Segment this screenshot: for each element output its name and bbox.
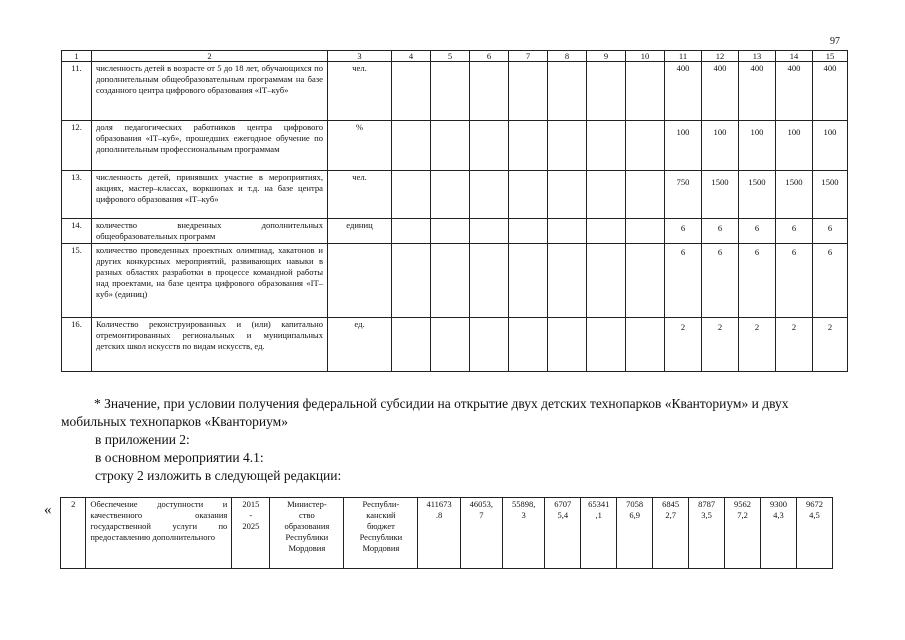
- table-row: [62, 121, 848, 171]
- row-number: 11.: [62, 62, 92, 121]
- table-header-row: [62, 51, 848, 62]
- value-cell: 6: [776, 219, 813, 244]
- table-row: [62, 318, 848, 372]
- unit-cell: единиц: [328, 219, 392, 244]
- indicator-description: численность детей в возрасте от 5 до 18 лет, обучающихся по дополнительным общеобразовательным программам на базе созданного центра цифрового образования «IT–куб»: [92, 62, 328, 121]
- indicator-description: доля педагогических работников центра цифрового образования «IT–куб», прошедших ежегодное обучение по дополнительным профессиональным программам: [92, 121, 328, 171]
- table-row: [61, 498, 833, 569]
- unit-cell: [328, 244, 392, 318]
- value-cell: 2: [776, 318, 813, 372]
- header-cell: 6: [470, 51, 509, 62]
- value-cell: 100: [739, 121, 776, 171]
- indicator-description: количество проведенных проектных олимпиад, хакатонов и других конкурсных мероприятий, развивающих навыки в разных областях разработки в процессе командной работы над проектами, на базе центра цифрового образования «IT–куб» (единиц): [92, 244, 328, 318]
- header-cell: 12: [702, 51, 739, 62]
- header-cell: 14: [776, 51, 813, 62]
- value-cell: 2: [813, 318, 848, 372]
- amount-cell: 65341 ,1: [581, 498, 617, 569]
- amount-cell: 6707 5,4: [545, 498, 581, 569]
- header-cell: 13: [739, 51, 776, 62]
- value-cell: 6: [702, 219, 739, 244]
- value-cell: 6: [813, 219, 848, 244]
- header-cell: 8: [548, 51, 587, 62]
- value-cell: 6: [739, 244, 776, 318]
- value-cell: 2: [665, 318, 702, 372]
- header-cell: 9: [587, 51, 626, 62]
- header-cell: 5: [431, 51, 470, 62]
- value-cell: 100: [702, 121, 739, 171]
- value-cell: 6: [739, 219, 776, 244]
- value-cell: 100: [776, 121, 813, 171]
- indicators-table: [61, 50, 848, 372]
- header-cell: 1: [62, 51, 92, 62]
- value-cell: 2: [702, 318, 739, 372]
- header-cell: 11: [665, 51, 702, 62]
- value-cell: 100: [665, 121, 702, 171]
- amendment-line: в приложении 2:: [95, 432, 190, 447]
- funding-source-cell: Республи- канский бюджет Республики Мордовия: [344, 498, 418, 569]
- row-number: 12.: [62, 121, 92, 171]
- amount-cell: 9562 7,2: [725, 498, 761, 569]
- value-cell: 1500: [702, 171, 739, 219]
- header-cell: 10: [626, 51, 665, 62]
- row-number: 16.: [62, 318, 92, 372]
- table-row: [62, 171, 848, 219]
- value-cell: 6: [665, 244, 702, 318]
- value-cell: 400: [665, 62, 702, 121]
- page-number: 97: [830, 36, 840, 47]
- value-cell: 6: [776, 244, 813, 318]
- amount-cell: 411673 .8: [418, 498, 460, 569]
- header-cell: 4: [392, 51, 431, 62]
- executor-cell: Министер- ство образования Республики Мордовия: [270, 498, 344, 569]
- table-row: [62, 219, 848, 244]
- table-row: [62, 62, 848, 121]
- period-cell: 2015 - 2025: [232, 498, 270, 569]
- row-number: 14.: [62, 219, 92, 244]
- value-cell: 1500: [739, 171, 776, 219]
- value-cell: 6: [665, 219, 702, 244]
- header-cell: 2: [92, 51, 328, 62]
- opening-quote-mark: «: [44, 502, 52, 518]
- unit-cell: чел.: [328, 171, 392, 219]
- amount-cell: 7058 6,9: [617, 498, 653, 569]
- amount-cell: 55898, 3: [503, 498, 545, 569]
- row-number: 2: [61, 498, 86, 569]
- unit-cell: %: [328, 121, 392, 171]
- footnote-paragraph: * Значение, при условии получения федеральной субсидии на открытие двух детских технопарков «Кванториум» и двух мобильных технопарков «Кванториум»: [61, 396, 789, 429]
- amount-cell: 9672 4,5: [796, 498, 832, 569]
- value-cell: 750: [665, 171, 702, 219]
- table-row: [62, 244, 848, 318]
- measure-description: Обеспечение доступности и качественного оказания государственной услуги по предоставлению дополнительного: [86, 498, 232, 569]
- value-cell: 400: [702, 62, 739, 121]
- amount-cell: 46053, 7: [460, 498, 502, 569]
- value-cell: 2: [739, 318, 776, 372]
- amendment-line: строку 2 изложить в следующей редакции:: [95, 468, 342, 483]
- row-number: 13.: [62, 171, 92, 219]
- header-cell: 15: [813, 51, 848, 62]
- indicator-description: Количество реконструированных и (или) капитально отремонтированных региональных и муниципальных детских школ искусств по видам искусств, ед.: [92, 318, 328, 372]
- value-cell: 1500: [776, 171, 813, 219]
- row-number: 15.: [62, 244, 92, 318]
- amount-cell: 6845 2,7: [653, 498, 689, 569]
- value-cell: 400: [776, 62, 813, 121]
- value-cell: 100: [813, 121, 848, 171]
- unit-cell: ед.: [328, 318, 392, 372]
- unit-cell: чел.: [328, 62, 392, 121]
- value-cell: 1500: [813, 171, 848, 219]
- amount-cell: 9300 4,3: [761, 498, 797, 569]
- value-cell: 400: [813, 62, 848, 121]
- header-cell: 7: [509, 51, 548, 62]
- value-cell: 6: [702, 244, 739, 318]
- measure-table: [60, 497, 833, 569]
- indicator-description: численность детей, принявших участие в мероприятиях, акциях, мастер–классах, воркшопах и т.д. на базе центра цифрового образования «IT–куб»: [92, 171, 328, 219]
- amendment-line: в основном мероприятии 4.1:: [95, 450, 264, 465]
- indicator-description: количество внедренных дополнительных общеобразовательных программ: [92, 219, 328, 244]
- value-cell: 400: [739, 62, 776, 121]
- amount-cell: 8787 3,5: [689, 498, 725, 569]
- value-cell: 6: [813, 244, 848, 318]
- header-cell: 3: [328, 51, 392, 62]
